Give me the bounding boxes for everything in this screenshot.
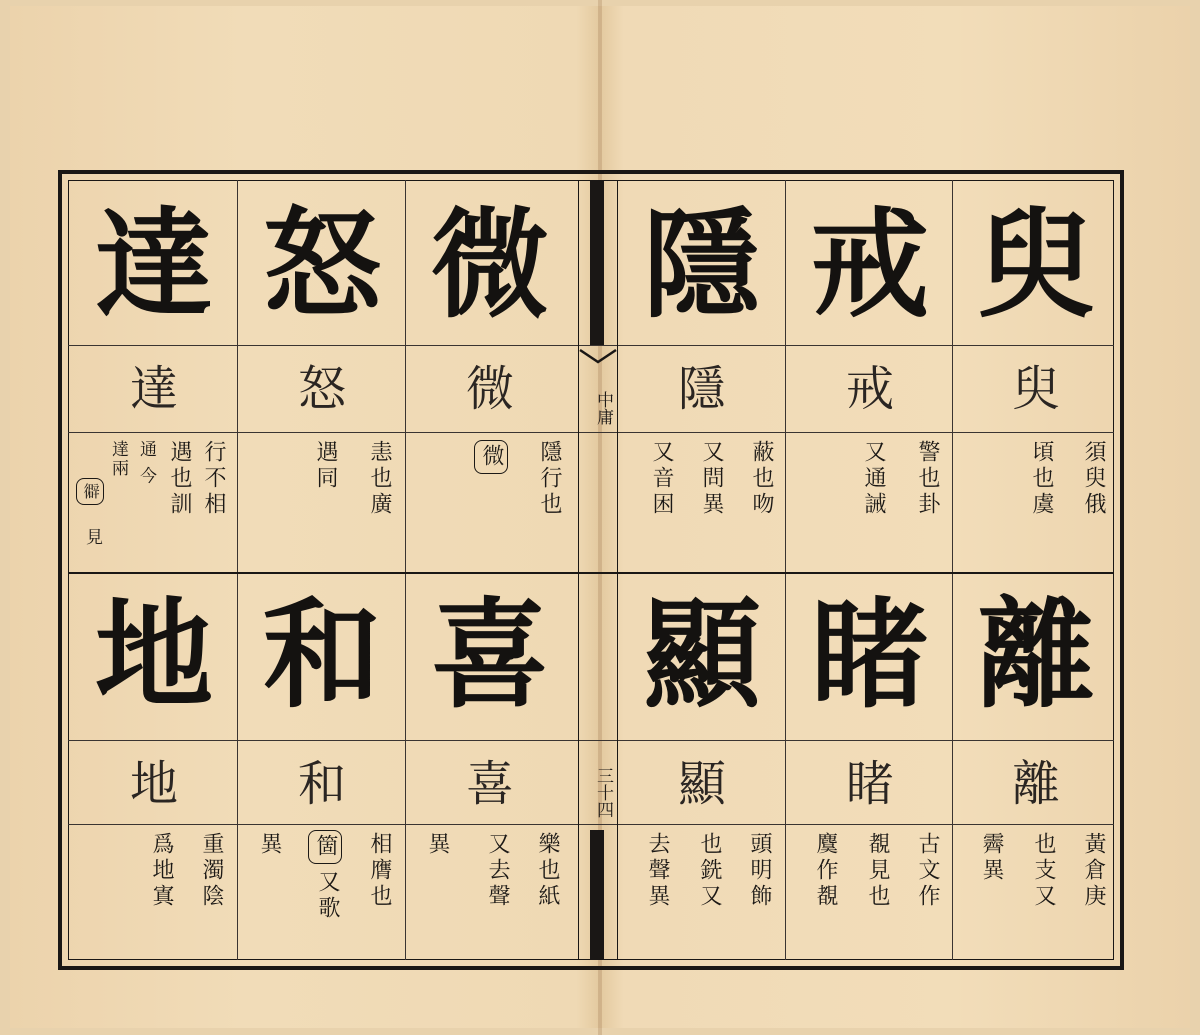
annotation-column: 警也卦: [915, 440, 940, 518]
annotation: [622, 434, 782, 572]
annotation-column: 又歌: [315, 870, 340, 922]
annotation: [790, 434, 950, 572]
annotation-column: 達兩: [108, 440, 128, 478]
seal-form: 達: [129, 361, 178, 417]
seal-form: 和: [297, 756, 346, 812]
annotation-column: 頃也虞: [1029, 440, 1054, 518]
seal-form: 睹: [845, 756, 894, 812]
annotation-column: 行不相: [201, 440, 226, 518]
headword: 臾: [976, 195, 1095, 334]
headword: 地: [94, 585, 213, 724]
tone-mark: 微: [474, 440, 508, 474]
gutter-page-number: 三十四: [593, 766, 613, 818]
annotation-column: 見: [82, 528, 102, 547]
annotation: [790, 826, 950, 964]
fishtail-bar-top: [590, 180, 604, 345]
annotation-column: 遇同: [313, 440, 338, 492]
seal-form: 喜: [465, 756, 514, 812]
gutter-title: 中庸: [593, 391, 613, 425]
grid-line: [785, 180, 786, 960]
annotation: [74, 826, 234, 964]
tone-mark: 𢕾: [76, 478, 104, 505]
headword: 和: [262, 585, 381, 724]
annotation: [956, 826, 1116, 964]
seal-form: 戒: [845, 361, 894, 417]
annotation-column: 也支又: [1031, 832, 1056, 910]
annotation-column: 恚也廣: [367, 440, 392, 518]
headword: 喜: [430, 585, 549, 724]
annotation-column: 遇也訓: [167, 440, 192, 518]
annotation-column: 又通誡: [861, 440, 886, 518]
tone-mark: 箇: [308, 830, 342, 864]
fishtail-icon: [578, 348, 618, 364]
seal-form: 地: [129, 756, 178, 812]
seal-form: 離: [1011, 756, 1060, 812]
headword: 離: [976, 585, 1095, 724]
annotation-column: 黃倉庚: [1081, 832, 1106, 910]
annotation: [242, 434, 402, 572]
annotation-column: 古文作: [915, 832, 940, 910]
annotation-column: 去聲異: [645, 832, 670, 910]
annotation-column: [308, 830, 342, 864]
annotation-column: 頭明飾: [747, 832, 772, 910]
annotation-column: 相膺也: [367, 832, 392, 910]
annotation: [242, 826, 402, 964]
annotation-column: 又去聲: [485, 832, 510, 910]
seal-form: 微: [465, 361, 514, 417]
annotation-column: 霽異: [979, 832, 1004, 884]
annotation: [74, 434, 234, 572]
annotation-column: 隱行也: [537, 440, 562, 518]
annotation-column: 樂也紙: [535, 832, 560, 910]
annotation-column: 蔽也吻: [749, 440, 774, 518]
headword: 達: [94, 195, 213, 334]
annotation-column: 爲地寘: [149, 832, 174, 910]
seal-form: 顯: [677, 756, 726, 812]
annotation-column: 重濁陰: [199, 832, 224, 910]
headword: 怒: [262, 195, 381, 334]
annotation: [410, 826, 570, 964]
headword: 睹: [810, 585, 929, 724]
annotation-column: [474, 440, 508, 474]
annotation: [622, 826, 782, 964]
annotation: [956, 434, 1116, 572]
fishtail-bar-bottom: [590, 830, 604, 960]
headword: 隱: [642, 195, 761, 334]
annotation-column: 異: [425, 832, 450, 858]
annotation-column: 通 今: [136, 440, 156, 486]
annotation-column: 異: [257, 832, 282, 858]
annotation-column: 麌作覩: [813, 832, 838, 910]
annotation-column: 又問異: [699, 440, 724, 518]
headword: 顯: [642, 585, 761, 724]
seal-form: 隱: [677, 361, 726, 417]
annotation-column: 覩見也: [865, 832, 890, 910]
annotation-column: 也銑又: [697, 832, 722, 910]
headword: 微: [430, 195, 549, 334]
annotation-column: 須臾俄: [1081, 440, 1106, 518]
grid-line: [952, 180, 953, 960]
seal-form: 怒: [297, 361, 346, 417]
seal-form: 臾: [1011, 361, 1060, 417]
headword: 戒: [810, 195, 929, 334]
annotation-column: [76, 478, 104, 505]
annotation-column: 又音困: [649, 440, 674, 518]
annotation: [410, 434, 570, 572]
grid-line: [237, 180, 238, 960]
grid-line: [405, 180, 406, 960]
